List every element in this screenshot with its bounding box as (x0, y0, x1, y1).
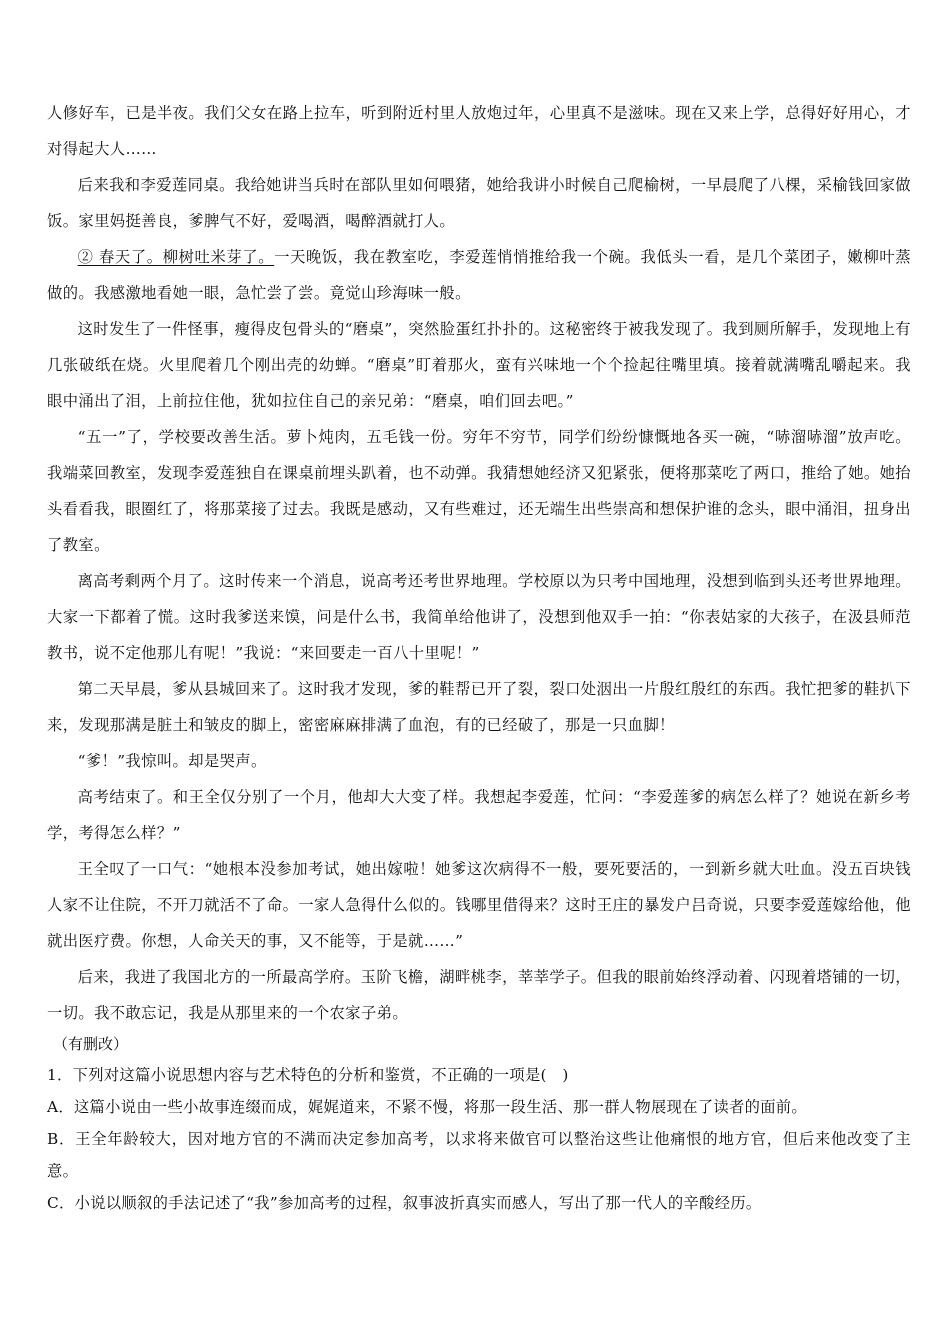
question-stem: 1．下列对这篇小说思想内容与艺术特色的分析和鉴赏，不正确的一项是( ) (47, 1066, 569, 1084)
story-paragraph-3-rest: 一天晚饭，我在教室吃，李爱莲悄悄推给我一个碗。我低头一看，是几个菜团子，嫩柳叶蒸做的。我感激地看她一眼，急忙尝了尝。竟觉山珍海味一般。 (47, 248, 911, 302)
story-paragraph-1: 人修好车，已是半夜。我们父女在路上拉车，听到附近村里人放炮过年，心里真不是滋味。现在又来上学，总得好好用心，才对得起大人…… (47, 104, 911, 158)
story-paragraph-3 (47, 239, 911, 311)
edit-note: （有删改） (53, 1035, 129, 1053)
option-a: A．这篇小说由一些小故事连缀而成，娓娓道来，不紧不慢，将那一段生活、那一群人物展现在了读者的面前。 (47, 1098, 807, 1116)
story-paragraph-11: 后来，我进了我国北方的一所最高学府。玉阶飞檐，湖畔桃李，莘莘学子。但我的眼前始终浮动着、闪现着塔铺的一切，一切。我不敢忘记，我是从那里来的一个农家子弟。 (47, 968, 911, 1022)
story-paragraph-8: “爹！”我惊叫。却是哭声。 (77, 752, 267, 770)
story-paragraph-10: 王全叹了一口气：“她根本没参加考试，她出嫁啦！她爹这次病得不一般，要死要活的，一到新乡就大吐血。没五百块钱人家不让住院，不开刀就活不了命。一家人急得什么似的。钱哪里借得来？这时王庄的暴发户吕奇说，只要李爱莲嫁给他，他就出医疗费。你想，人命关天的事，又不能等，于是就……” (47, 860, 911, 950)
document-page (47, 95, 911, 1219)
option-b: B．王全年龄较大，因对地方官的不满而决定参加高考，以求将来做官可以整治这些让他痛恨的地方官，但后来他改变了主意。 (47, 1130, 911, 1180)
story-paragraph-4: 这时发生了一件怪事，瘦得皮包骨头的“磨桌”，突然脸蛋红扑扑的。这秘密终于被我发现了。我到厕所解手，发现地上有几张破纸在烧。火里爬着几个刚出壳的幼蝉。“磨桌”盯着那火，蛮有兴味地一个个捡起往嘴里填。接着就满嘴乱嚼起来。我眼中涌出了泪，上前拉住他，犹如拉住自己的亲兄弟：“磨桌，咱们回去吧。” (47, 320, 911, 410)
story-paragraph-7: 第二天早晨，爹从县城回来了。这时我才发现，爹的鞋帮已开了裂，裂口处洇出一片殷红殷红的东西。我忙把爹的鞋扒下来，发现那满是脏土和皱皮的脚上，密密麻麻排满了血泡，有的已经破了，那是一只血脚！ (47, 680, 911, 734)
option-c: C．小说以顺叙的手法记述了“我”参加高考的过程，叙事波折真实而感人，写出了那一代人的辛酸经历。 (47, 1194, 762, 1212)
story-paragraph-5: “五一”了，学校要改善生活。萝卜炖肉，五毛钱一份。穷年不穷节，同学们纷纷慷慨地各买一碗，“哧溜哧溜”放声吃。我端菜回教室，发现李爱莲独自在课桌前埋头趴着，也不动弹。我猜想她经济又犯紧张，便将那菜吃了两口，推给了她。她抬头看看我，眼圈红了，将那菜接了过去。我既是感动，又有些难过，还无端生出些崇高和想保护谁的念头，眼中涌泪，扭身出了教室。 (47, 428, 911, 554)
story-paragraph-9: 高考结束了。和王全仅分别了一个月，他却大大变了样。我想起李爱莲，忙问：“李爱莲爹的病怎么样了？她说在新乡考学，考得怎么样？” (47, 788, 911, 842)
underlined-sentence-2: ② 春天了。柳树吐米芽了。 (77, 248, 275, 266)
story-paragraph-6: 离高考剩两个月了。这时传来一个消息，说高考还考世界地理。学校原以为只考中国地理，没想到临到头还考世界地理。大家一下都着了慌。这时我爹送来馍，问是什么书，我简单给他讲了，没想到他双手一拍：“你表姑家的大孩子，在汲县师范教书，说不定他那儿有呢！”我说：“来回要走一百八十里呢！” (47, 572, 911, 662)
story-paragraph-2: 后来我和李爱莲同桌。我给她讲当兵时在部队里如何喂猪，她给我讲小时候自己爬榆树，一早晨爬了八棵，采榆钱回家做饭。家里妈挺善良，爹脾气不好，爱喝酒，喝醉酒就打人。 (47, 176, 911, 230)
